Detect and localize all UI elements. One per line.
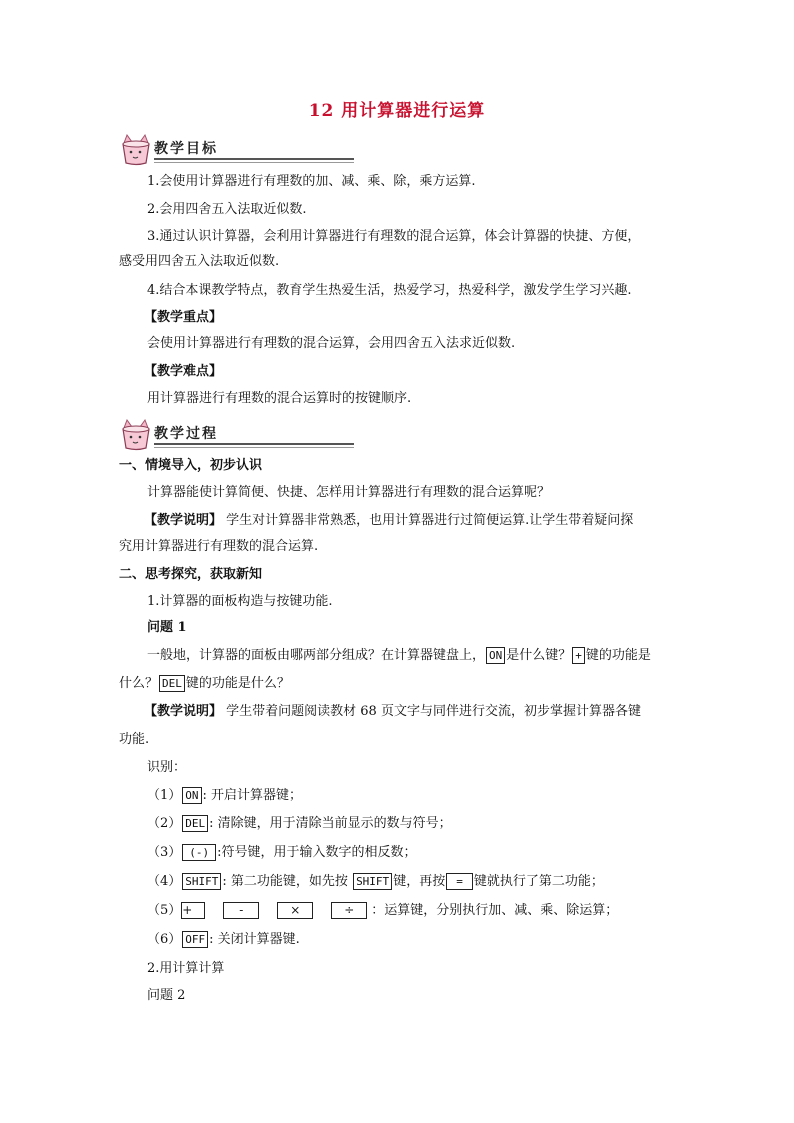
goal-1: 1.会使用计算器进行有理数的加、减、乘、除，乘方运算. [147, 174, 476, 189]
key-point-text: 会使用计算器进行有理数的混合运算，会用四舍五入法求近似数. [147, 336, 516, 351]
banner-goals-label: 教学目标 [154, 141, 218, 157]
goal-2: 2.会用四舍五入法取近似数. [147, 202, 307, 217]
ident-number: （4） [147, 874, 182, 889]
ident-text: : 开启计算器键； [202, 788, 303, 803]
on-key: ON [182, 787, 201, 804]
ident-number: （5） [147, 903, 182, 918]
identify-label: 识别： [147, 760, 187, 775]
note-label: 【教学说明】 [144, 704, 223, 719]
ident-1 [147, 787, 302, 805]
ident-2 [147, 815, 452, 833]
ident-number: （1） [147, 788, 182, 803]
page-title: 12 用计算器进行运算 [308, 101, 486, 121]
ident-number: （6） [147, 932, 182, 947]
note-2-line-1 [144, 703, 641, 721]
cup-mascot-icon [118, 133, 154, 167]
note-1-line-2: 究用计算器进行有理数的混合运算. [119, 539, 319, 554]
section-banner-process [118, 418, 248, 450]
item-1: 1.计算器的面板构造与按键功能. [147, 594, 333, 609]
ident-number: （2） [147, 816, 182, 831]
ident-text: ：运算键，分别执行加、减、乘、除运算； [371, 903, 619, 918]
section-1-heading: 一、情境导入，初步认识 [119, 458, 263, 473]
goal-3-cont: 感受用四舍五入法取近似数. [119, 254, 280, 269]
plus-key: + [572, 647, 585, 664]
off-key: OFF [182, 931, 208, 948]
ident-4 [147, 873, 604, 891]
on-key: ON [486, 647, 505, 664]
q1-text-d: 什么？ [119, 676, 159, 691]
q1-text-b: 是什么键？ [506, 648, 572, 663]
minus-key: - [223, 902, 259, 919]
q1-text-c: 键的功能是 [585, 648, 651, 663]
q1-text-a: 一般地，计算器的面板由哪两部分组成？在计算器键盘上， [147, 648, 486, 663]
note-label: 【教学说明】 [144, 513, 223, 528]
section-1-text: 计算器能使计算简便、快捷、怎样用计算器进行有理数的混合运算呢？ [147, 485, 551, 500]
question-1-label: 问题 1 [147, 620, 187, 635]
note-2-line-2: 功能. [119, 732, 150, 747]
banner-rule [154, 158, 354, 160]
key-point-heading: 【教学重点】 [144, 310, 223, 325]
note-2-text: 学生带着问题阅读教材 68 页文字与同伴进行交流，初步掌握计算器各键 [222, 704, 641, 719]
banner-rule-thin [154, 447, 354, 448]
times-key: × [277, 902, 313, 919]
ident-text: 键，再按 [393, 874, 446, 889]
question-1-line-1 [147, 647, 651, 665]
note-1-text: 学生对计算器非常熟悉，也用计算器进行过简便运算.让学生带着疑问探 [222, 513, 634, 528]
ident-text: : 清除键，用于清除当前显示的数与符号； [209, 816, 452, 831]
ident-3 [147, 844, 417, 862]
del-key: DEL [182, 815, 208, 832]
ident-text: : 第二功能键，如先按 [222, 874, 353, 889]
ident-5 [147, 902, 618, 920]
note-1-line-1 [144, 512, 633, 530]
cup-mascot-icon [118, 418, 154, 452]
equals-key: = [446, 873, 473, 890]
question-1-line-2 [119, 675, 290, 693]
goal-3: 3.通过认识计算器，会利用计算器进行有理数的混合运算，体会计算器的快捷、方便， [147, 229, 641, 244]
ident-text: : 关闭计算器键. [209, 932, 300, 947]
section-banner-goals [118, 133, 248, 165]
banner-rule-thin [154, 162, 354, 163]
plus-key: + [181, 902, 205, 919]
banner-process-label: 教学过程 [154, 426, 218, 442]
shift-key: SHIFT [182, 873, 221, 890]
question-2-label: 问题 2 [147, 988, 186, 1003]
goal-4: 4.结合本课教学特点，教育学生热爱生活，热爱学习，热爱科学，激发学生学习兴趣. [147, 283, 632, 298]
difficulty-text: 用计算器进行有理数的混合运算时的按键顺序. [147, 391, 412, 406]
ident-number: （3） [147, 845, 182, 860]
item-2: 2.用计算计算 [147, 961, 225, 976]
ident-text: :符号键，用于输入数字的相反数； [217, 845, 417, 860]
divide-key: ÷ [331, 902, 367, 919]
difficulty-heading: 【教学难点】 [144, 364, 223, 379]
del-key: DEL [159, 675, 185, 692]
shift-key: SHIFT [353, 873, 392, 890]
section-2-heading: 二、思考探究，获取新知 [119, 567, 263, 582]
q1-text-e: 键的功能是什么？ [185, 676, 290, 691]
negative-key: (-) [182, 844, 216, 861]
banner-rule [154, 443, 354, 445]
ident-text: 键就执行了第二功能； [473, 874, 604, 889]
ident-6 [147, 931, 300, 949]
